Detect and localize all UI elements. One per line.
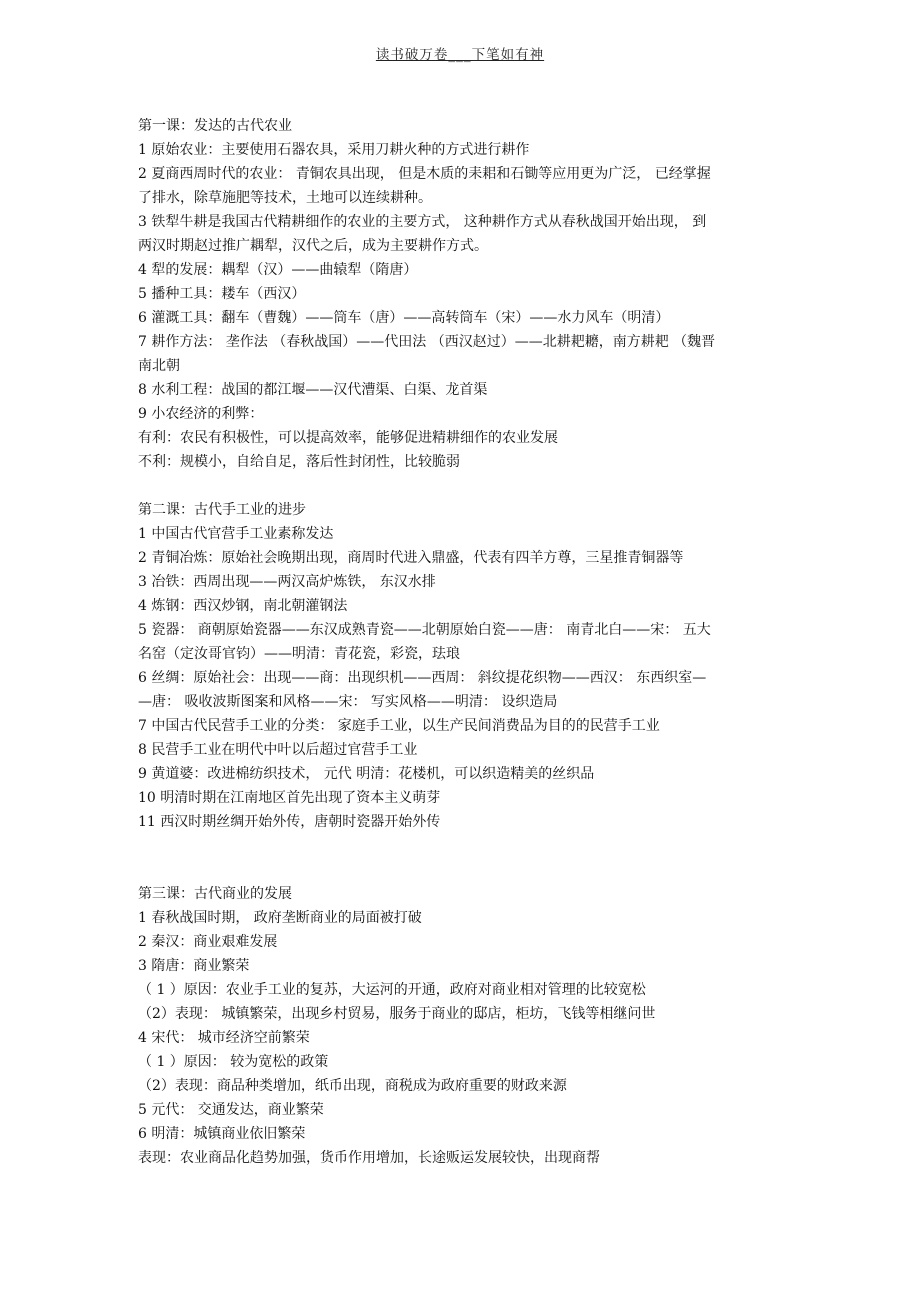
lesson-2-line: 名窑（定汝哥官钧）——明清：青花瓷，彩瓷，珐琅 bbox=[138, 646, 460, 662]
lesson-3-line: 2 秦汉：商业艰难发展 bbox=[138, 934, 278, 950]
lesson-3-line: 5 元代： 交通发达，商业繁荣 bbox=[138, 1102, 324, 1118]
page-header: 读书破万卷___下笔如有神 bbox=[375, 47, 545, 63]
lesson-3-line: （ 1 ）原因：农业手工业的复苏，大运河的开通，政府对商业相对管理的比较宽松 bbox=[138, 982, 646, 998]
lesson-2-line: —唐： 吸收波斯图案和风格——宋： 写实风格——明清： 设织造局 bbox=[138, 694, 558, 710]
lesson-3-line: 4 宋代： 城市经济空前繁荣 bbox=[138, 1030, 310, 1046]
lesson-1-line: 6 灌溉工具：翻车（曹魏）——筒车（唐）——高转筒车（宋）——水力风车（明清） bbox=[138, 310, 670, 326]
lesson-2-line: 5 瓷器： 商朝原始瓷器——东汉成熟青瓷——北朝原始白瓷——唐： 南青北白——宋： 五大 bbox=[138, 622, 711, 638]
lesson-3-line: 1 春秋战国时期， 政府垄断商业的局面被打破 bbox=[138, 910, 422, 926]
lesson-3-line: （2）表现： 城镇繁荣，出现乡村贸易，服务于商业的邸店，柜坊，飞钱等相继问世 bbox=[138, 1006, 656, 1022]
document-body bbox=[138, 114, 788, 1170]
lesson-3-line: （ 1 ）原因： 较为宽松的政策 bbox=[138, 1054, 329, 1070]
lesson-2-line: 9 黄道婆：改进棉纺织技术， 元代 明清：花楼机，可以织造精美的丝织品 bbox=[138, 766, 595, 782]
lesson-1-line: 两汉时期赵过推广耦犁，汉代之后，成为主要耕作方式。 bbox=[138, 238, 488, 254]
lesson-2-line: 7 中国古代民营手工业的分类： 家庭手工业，以生产民间消费品为目的的民营手工业 bbox=[138, 718, 660, 734]
lesson-3-line: 6 明清：城镇商业依旧繁荣 bbox=[138, 1126, 306, 1142]
lesson-1-line: 8 水利工程：战国的都江堰——汉代漕渠、白渠、龙首渠 bbox=[138, 382, 488, 398]
lesson-2-line: 10 明清时期在江南地区首先出现了资本主义萌芽 bbox=[138, 790, 441, 806]
lesson-2-title: 第二课：古代手工业的进步 bbox=[138, 502, 306, 518]
lesson-1-line: 不利：规模小，自给自足，落后性封闭性，比较脆弱 bbox=[138, 454, 460, 470]
lesson-1-line: 5 播种工具：耧车（西汉） bbox=[138, 286, 306, 302]
lesson-1-line: 2 夏商西周时代的农业： 青铜农具出现， 但是木质的耒耜和石锄等应用更为广泛， 已经掌握 bbox=[138, 166, 711, 182]
lesson-3-line: 表现：农业商品化趋势加强，货币作用增加，长途贩运发展较快，出现商帮 bbox=[138, 1150, 600, 1166]
lesson-2-line: 11 西汉时期丝绸开始外传，唐朝时瓷器开始外传 bbox=[138, 814, 441, 830]
lesson-1-line: 1 原始农业：主要使用石器农具，采用刀耕火种的方式进行耕作 bbox=[138, 142, 530, 158]
lesson-3-title: 第三课：古代商业的发展 bbox=[138, 886, 292, 902]
lesson-1-line: 了排水，除草施肥等技术，土地可以连续耕种。 bbox=[138, 190, 432, 206]
lesson-1-title: 第一课：发达的古代农业 bbox=[138, 118, 292, 134]
lesson-2-section bbox=[138, 498, 788, 834]
lesson-3-line: 3 隋唐：商业繁荣 bbox=[138, 958, 250, 974]
lesson-1-line: 有利：农民有积极性，可以提高效率，能够促进精耕细作的农业发展 bbox=[138, 430, 558, 446]
lesson-1-section bbox=[138, 114, 788, 474]
lesson-3-section bbox=[138, 882, 788, 1170]
lesson-1-line: 7 耕作方法： 垄作法 （春秋战国）——代田法 （西汉赵过）——北耕耙耱，南方耕耙 （魏晋 bbox=[138, 334, 716, 350]
lesson-2-line: 6 丝绸：原始社会：出现——商：出现织机——西周： 斜纹提花织物——西汉： 东西织室— bbox=[138, 670, 707, 686]
lesson-1-line: 3 铁犁牛耕是我国古代精耕细作的农业的主要方式， 这种耕作方式从春秋战国开始出现， 到 bbox=[138, 214, 707, 230]
lesson-1-line: 4 犁的发展：耦犁（汉）——曲辕犁（隋唐） bbox=[138, 262, 418, 278]
lesson-2-line: 1 中国古代官营手工业素称发达 bbox=[138, 526, 334, 542]
lesson-3-line: （2）表现：商品种类增加，纸币出现，商税成为政府重要的财政来源 bbox=[138, 1078, 567, 1094]
lesson-2-line: 8 民营手工业在明代中叶以后超过官营手工业 bbox=[138, 742, 418, 758]
lesson-2-line: 2 青铜冶炼：原始社会晚期出现，商周时代进入鼎盛，代表有四羊方尊，三星推青铜器等 bbox=[138, 550, 684, 566]
lesson-2-line: 4 炼钢：西汉炒钢，南北朝灌钢法 bbox=[138, 598, 348, 614]
lesson-1-line: 9 小农经济的利弊： bbox=[138, 406, 264, 422]
lesson-2-line: 3 冶铁：西周出现——两汉高炉炼铁， 东汉水排 bbox=[138, 574, 436, 590]
lesson-1-line: 南北朝 bbox=[138, 358, 180, 374]
